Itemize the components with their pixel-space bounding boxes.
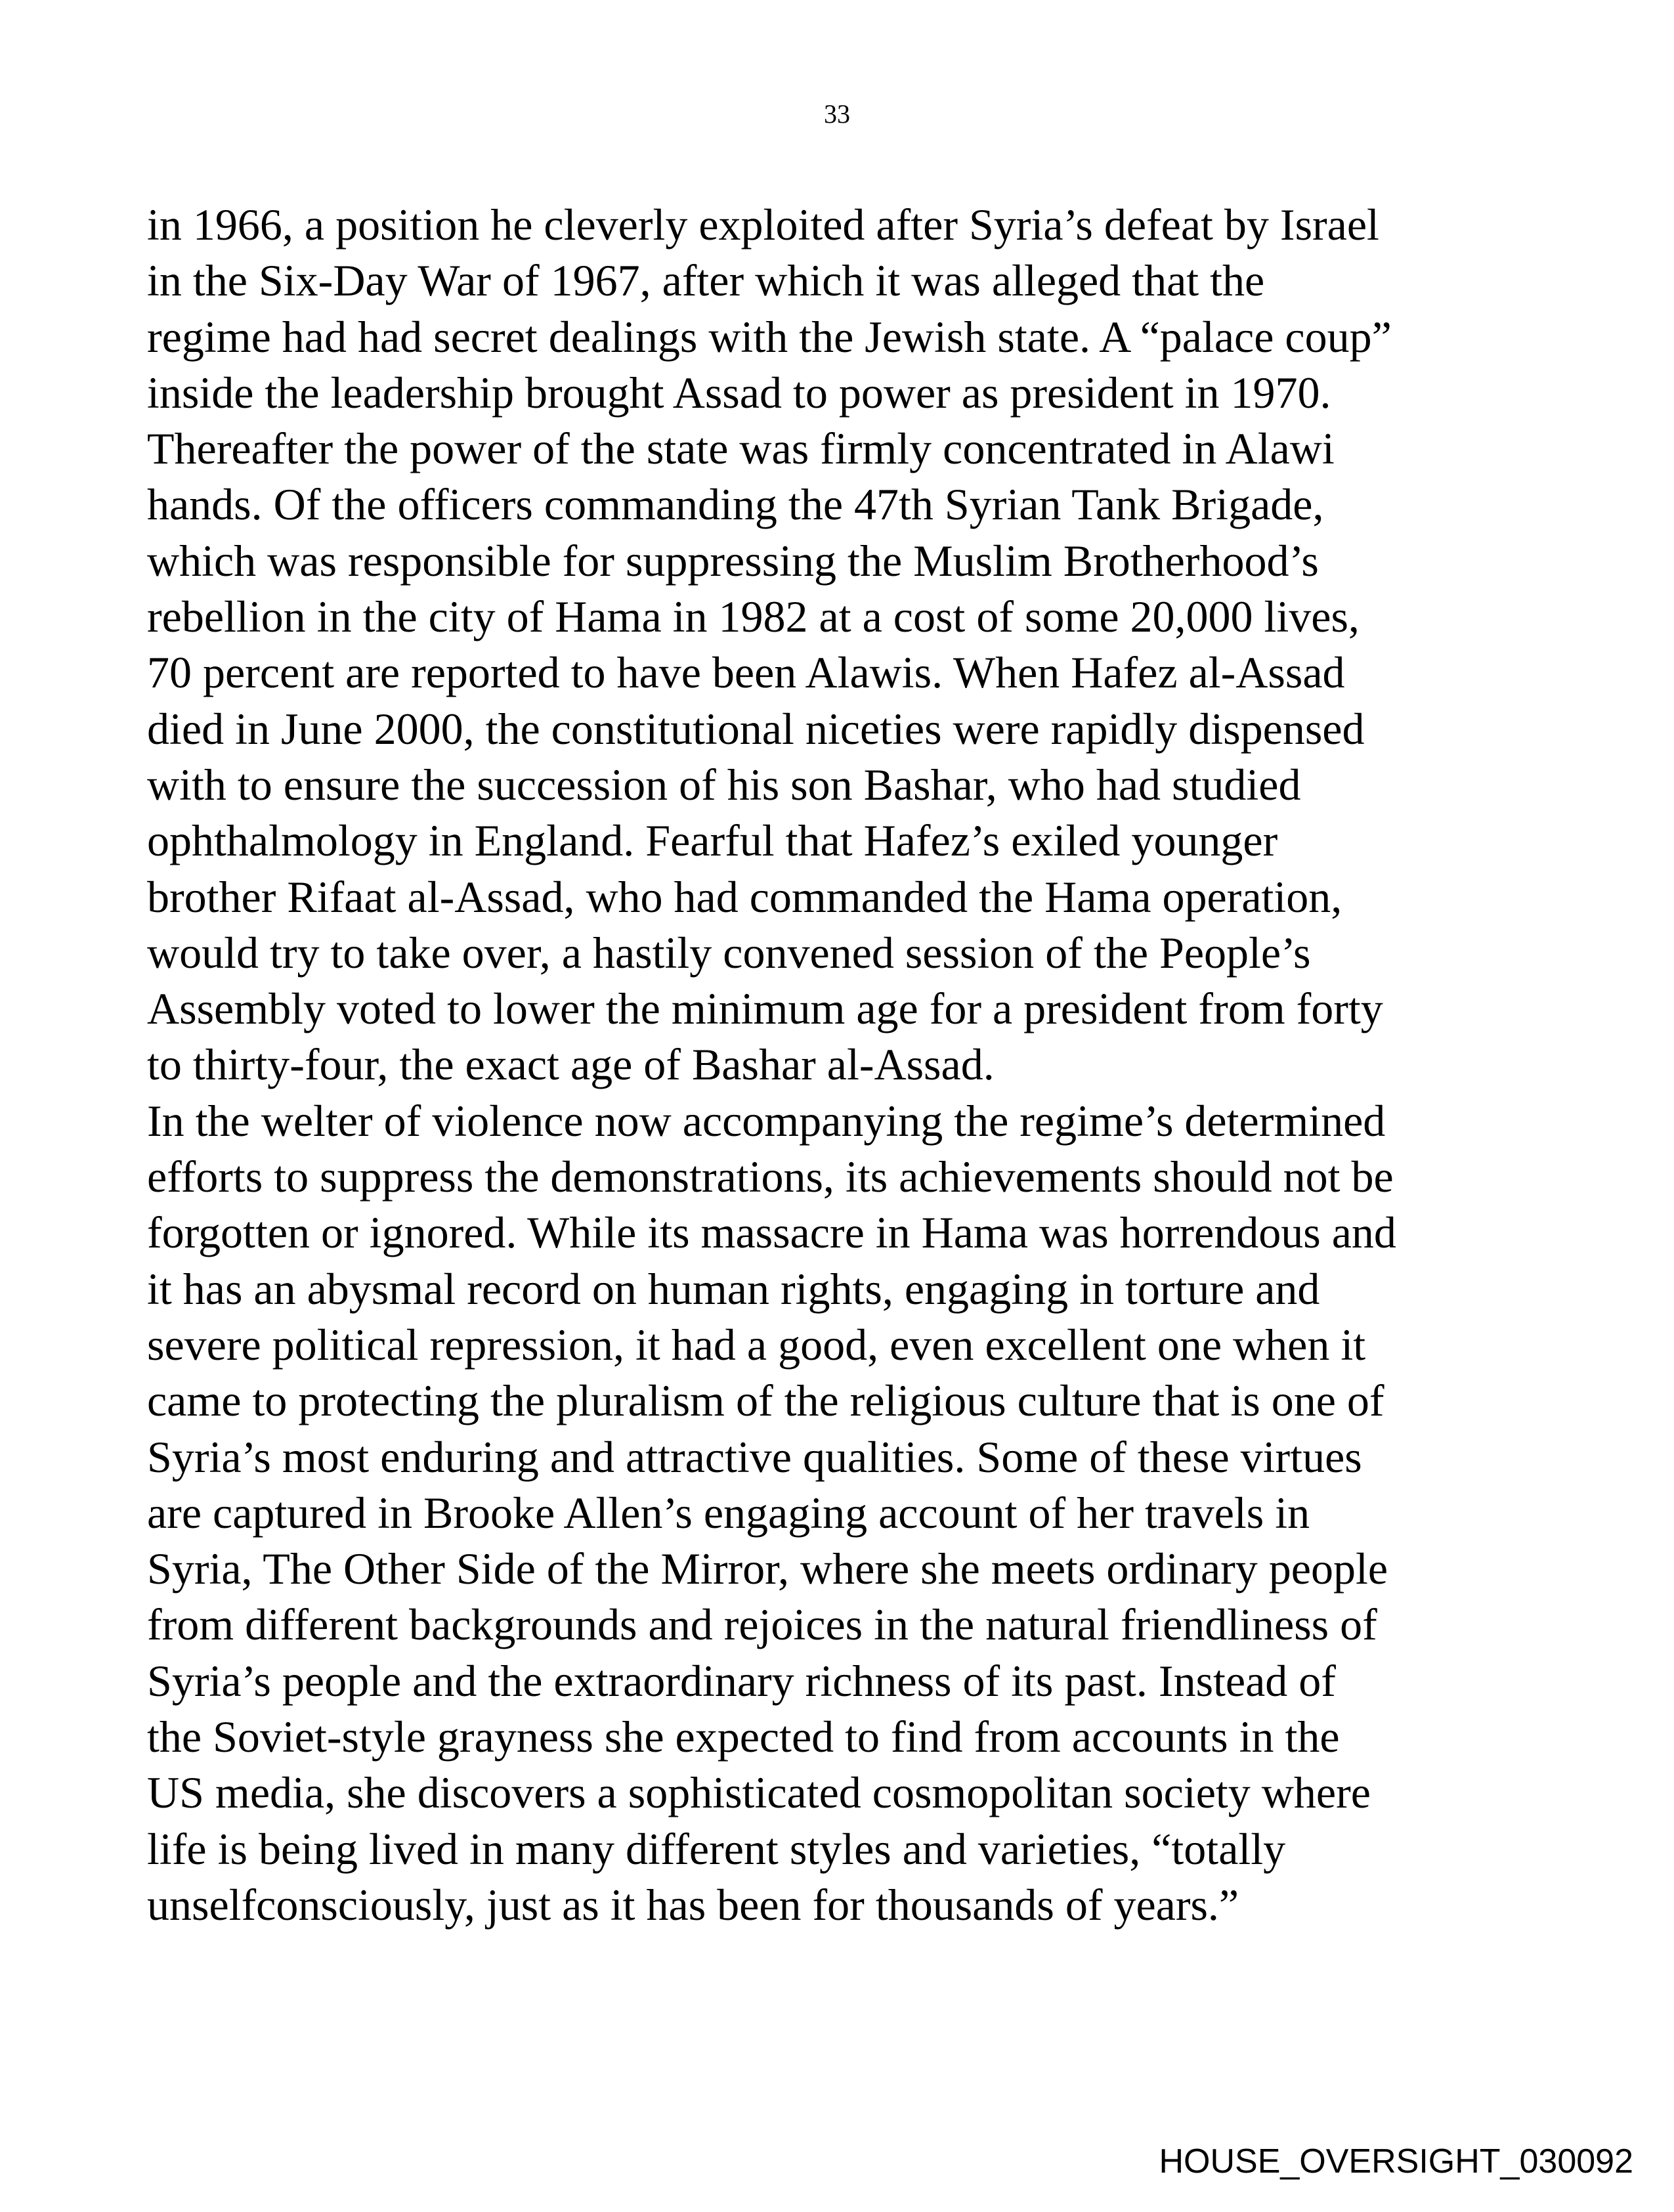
text-line: died in June 2000, the constitutional niceties were rapidly dispensed <box>147 703 1365 754</box>
text-line: forgotten or ignored. While its massacre in Hama was horrendous and <box>147 1207 1396 1258</box>
text-line: in the Six-Day War of 1967, after which it was alleged that the <box>147 255 1265 306</box>
text-line: Assembly voted to lower the minimum age for a president from forty <box>147 984 1383 1034</box>
text-line: life is being lived in many different styles and varieties, “totally <box>147 1823 1286 1874</box>
text-line: inside the leadership brought Assad to power as president in 1970. <box>147 367 1331 418</box>
text-line: are captured in Brooke Allen’s engaging account of her travels in <box>147 1487 1310 1538</box>
text-line: Syria’s people and the extraordinary richness of its past. Instead of <box>147 1655 1336 1706</box>
text-line: rebellion in the city of Hama in 1982 at a cost of some 20,000 lives, <box>147 592 1360 642</box>
text-line: ophthalmology in England. Fearful that Hafez’s exiled younger <box>147 815 1278 866</box>
text-line: Syria’s most enduring and attractive qualities. Some of these virtues <box>147 1431 1362 1482</box>
text-line: efforts to suppress the demonstrations, its achievements should not be <box>147 1152 1394 1202</box>
text-line: Syria, The Other Side of the Mirror, where she meets ordinary people <box>147 1544 1388 1594</box>
text-line: came to protecting the pluralism of the religious culture that is one of <box>147 1376 1384 1426</box>
paragraph-2 <box>147 1093 1591 1933</box>
page-number: 33 <box>824 99 850 129</box>
text-line: US media, she discovers a sophisticated cosmopolitan society where <box>147 1767 1371 1818</box>
paragraph-1 <box>147 197 1591 1093</box>
text-line: to thirty-four, the exact age of Bashar al-Assad. <box>147 1039 995 1090</box>
text-line: it has an abysmal record on human rights, engaging in torture and <box>147 1263 1320 1314</box>
text-line: in 1966, a position he cleverly exploited after Syria’s defeat by Israel <box>147 200 1379 249</box>
text-line: hands. Of the officers commanding the 47th Syrian Tank Brigade, <box>147 479 1324 530</box>
text-line: 70 percent are reported to have been Alawis. When Hafez al-Assad <box>147 647 1345 698</box>
text-line: with to ensure the succession of his son Bashar, who had studied <box>147 759 1301 810</box>
text-line: In the welter of violence now accompanying the regime’s determined <box>147 1095 1386 1146</box>
document-id-footer: HOUSE_OVERSIGHT_030092 <box>1159 2142 1633 2180</box>
text-line: would try to take over, a hastily convened session of the People’s <box>147 927 1311 978</box>
text-line: the Soviet-style grayness she expected to find from accounts in the <box>147 1712 1340 1762</box>
text-line: unselfconsciously, just as it has been for thousands of years.” <box>147 1879 1239 1930</box>
text-line: brother Rifaat al-Assad, who had commanded the Hama operation, <box>147 871 1342 922</box>
text-line: from different backgrounds and rejoices in the natural friendliness of <box>147 1599 1377 1650</box>
text-line: severe political repression, it had a good, even excellent one when it <box>147 1319 1366 1370</box>
text-line: which was responsible for suppressing the Muslim Brotherhood’s <box>147 535 1319 586</box>
body-text <box>147 197 1591 1933</box>
text-line: regime had had secret dealings with the Jewish state. A “palace coup” <box>147 311 1392 362</box>
text-line: Thereafter the power of the state was firmly concentrated in Alawi <box>147 423 1335 474</box>
